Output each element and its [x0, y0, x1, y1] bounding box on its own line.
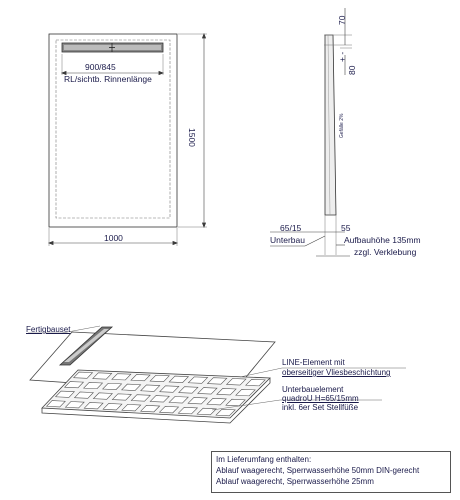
- scope-item-2: Ablauf waagerecht, Sperrwasserhöhe 25mm: [216, 477, 374, 486]
- dim-70: 70: [337, 15, 347, 25]
- unterbau-line1: Unterbauelement: [282, 385, 344, 394]
- side-profile: [325, 35, 336, 215]
- line-element-line1: LINE-Element mit: [282, 358, 345, 367]
- dim-plusminus: + -: [337, 51, 347, 62]
- width-value: 1000: [104, 233, 123, 243]
- dim-80: 80: [347, 65, 357, 75]
- line-element-line2: oberseitiger Vliesbeschichtung: [282, 368, 391, 377]
- verklebung-label: zzgl. Verklebung: [354, 247, 417, 257]
- length-value: 1500: [187, 128, 197, 147]
- aufbau-label: Aufbauhöhe 135mm: [344, 235, 421, 245]
- channel-length-values: 900/845: [85, 62, 116, 72]
- unterbau-line2: quadroU H=65/15mm: [282, 394, 359, 403]
- scope-item-1: Ablauf waagerecht, Sperrwasserhöhe 50mm DIN-gerecht: [216, 466, 420, 475]
- dim-65-15: 65/15: [280, 223, 302, 233]
- unterbau-line3: inkl. 6er Set Stellfüße: [282, 403, 359, 412]
- scope-box: [211, 451, 451, 493]
- scope-title: Im Lieferumfang enthalten:: [216, 455, 312, 464]
- fertigbauset-label: Fertigbauset: [26, 325, 71, 334]
- slope-label: Gefälle 2%: [339, 113, 345, 138]
- channel-length-label: RL/sichtb. Rinnenlänge: [64, 74, 152, 84]
- dim-55: 55: [341, 223, 351, 233]
- unterbau-label: Unterbau: [270, 235, 305, 245]
